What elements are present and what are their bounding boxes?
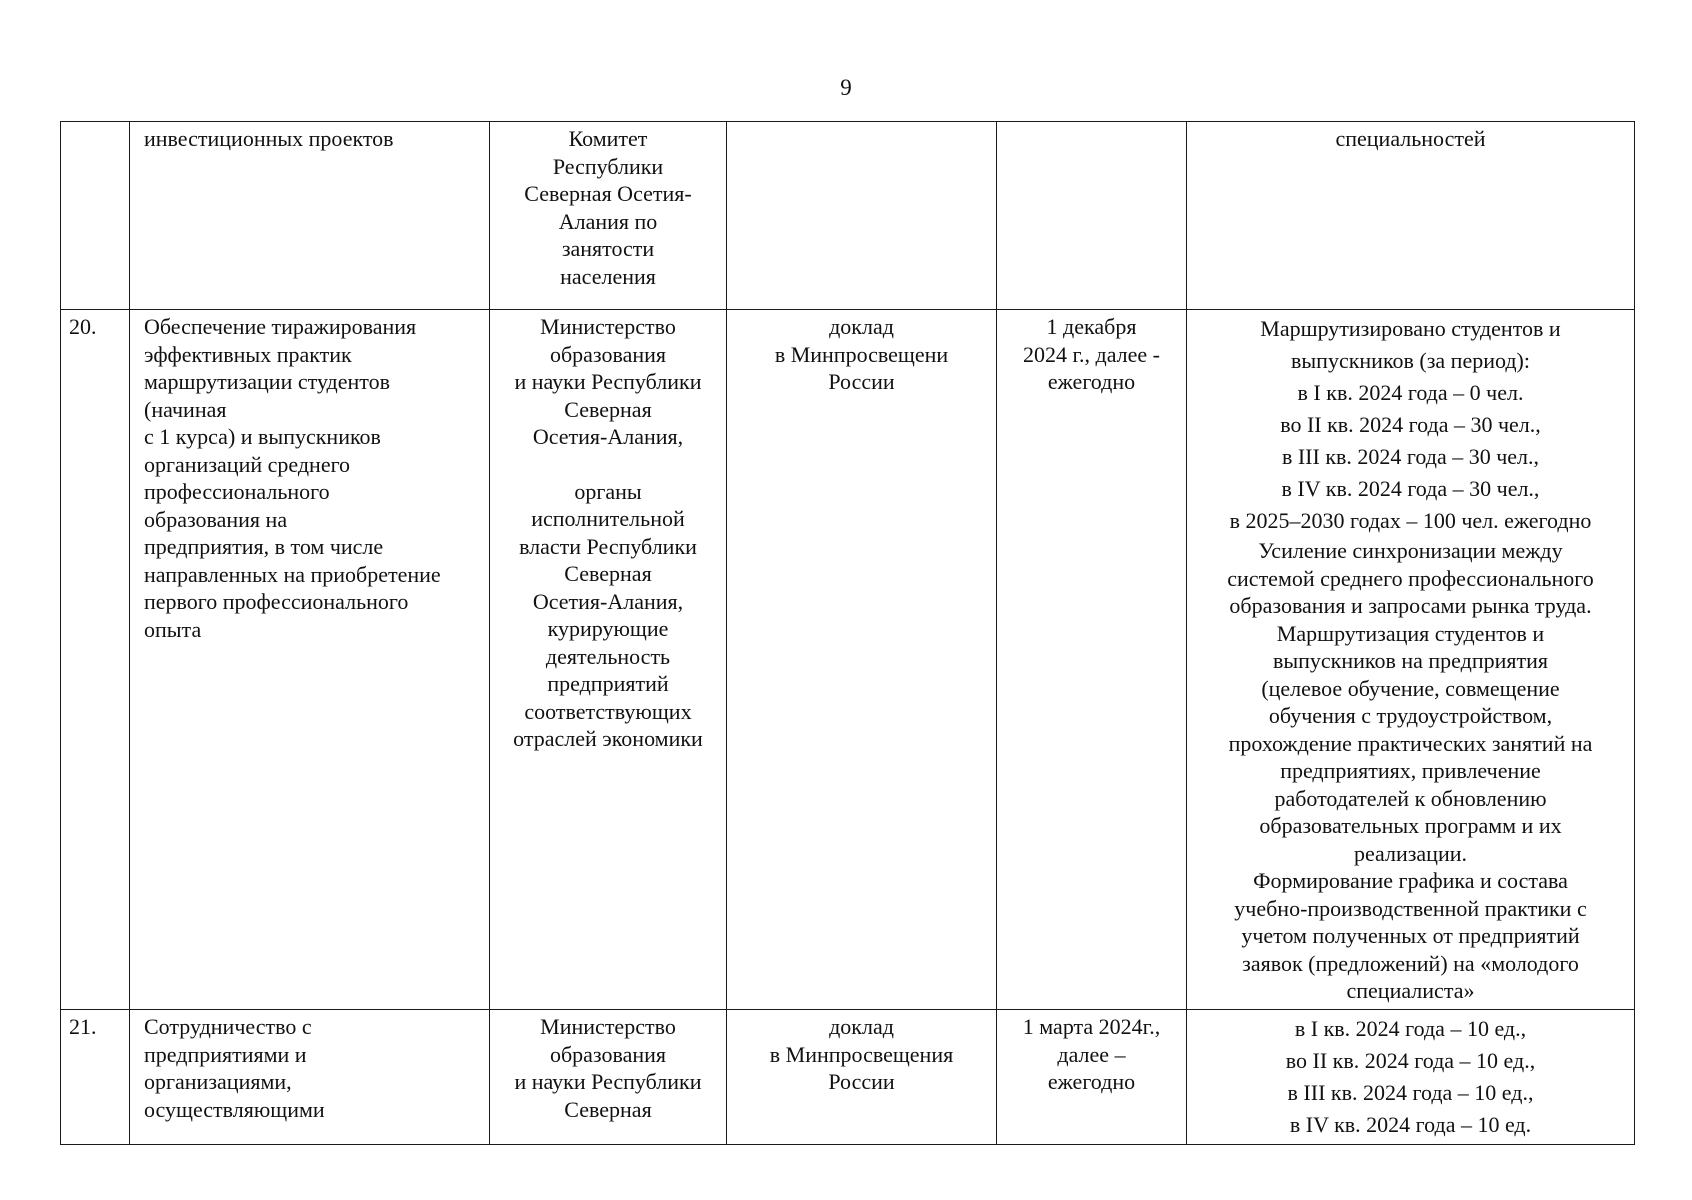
indicator-line: в IV кв. 2024 года – 10 ед.	[1289, 1112, 1532, 1137]
deadline-cell	[997, 122, 1187, 310]
executor-line: Северная	[564, 396, 652, 422]
measure-name-line: эффективных практик	[144, 341, 352, 367]
deadline-line: 1 декабря	[1046, 314, 1137, 339]
indicator-line: образовательных программ и их	[1259, 813, 1562, 838]
executor-line: и науки Республики	[514, 1069, 702, 1094]
executor-line: Северная	[564, 561, 652, 586]
report-form-cell	[727, 1010, 997, 1145]
indicator-line: в I кв. 2024 года – 0 чел.	[1297, 380, 1524, 405]
measure-name-line: опыта	[144, 616, 202, 642]
executor-cell	[490, 1010, 727, 1145]
measure-name-cell	[130, 310, 490, 1010]
executor-cell	[490, 310, 727, 1010]
indicator-line: реализации.	[1353, 840, 1468, 866]
row-number-cell: 20.	[61, 310, 130, 1010]
executor-line: Министерство	[540, 1014, 676, 1039]
deadline-line: 1 марта 2024г.,	[1022, 1014, 1161, 1039]
executor-line: соответствующих	[524, 698, 692, 724]
indicators-cell	[1187, 122, 1635, 310]
indicator-line: во II кв. 2024 года – 30 чел.,	[1280, 412, 1541, 437]
indicator-line: специалиста»	[1346, 978, 1475, 1003]
measure-name-line: первого профессионального	[144, 589, 409, 614]
measure-name-line: направленных на приобретение	[144, 561, 441, 587]
report-form-line: доклад	[829, 314, 894, 339]
indicator-line: выпускников на предприятия	[1272, 648, 1549, 673]
report-form-line: в Минпросвещения	[769, 1041, 954, 1067]
indicator-line: во II кв. 2024 года – 10 ед.,	[1285, 1048, 1536, 1073]
executor-line: Республики	[552, 153, 664, 179]
measure-name-line: образования на	[144, 506, 288, 532]
measure-name-line: организациями,	[144, 1069, 292, 1094]
indicator-line: предприятиях, привлечение	[1280, 758, 1541, 783]
executor-line: отраслей экономики	[513, 726, 703, 751]
measure-name-line: инвестиционных проектов	[144, 126, 394, 151]
page-number: 9	[840, 75, 852, 100]
indicator-line: выпускников (за период):	[1291, 348, 1530, 373]
measure-name-cell	[130, 1010, 490, 1145]
measure-name-line: предприятиями и	[144, 1041, 307, 1067]
indicator-line: специальностей	[1335, 126, 1486, 151]
indicator-line: Формирование графика и состава	[1253, 868, 1568, 893]
indicator-line: в IV кв. 2024 года – 30 чел.,	[1281, 476, 1540, 501]
indicator-line: в III кв. 2024 года – 30 чел.,	[1281, 444, 1540, 469]
indicator-line: работодателей к обновлению	[1274, 785, 1547, 811]
measures-table	[60, 121, 1635, 1145]
row-number-cell	[61, 122, 130, 310]
measure-name-line: Обеспечение тиражирования	[144, 314, 417, 339]
indicator-line: системой среднего профессионального	[1227, 565, 1594, 591]
indicator-line: Усиление синхронизации между	[1258, 538, 1563, 563]
deadline-line: далее –	[1057, 1041, 1126, 1067]
report-form-line: в Минпросвещени	[774, 341, 949, 367]
paragraph-gap	[498, 451, 718, 478]
executor-line: и науки Республики	[514, 369, 702, 394]
executor-line: исполнительной	[531, 506, 685, 531]
deadline-line: ежегодно	[1047, 1069, 1136, 1094]
report-form-cell	[727, 310, 997, 1010]
table-row	[61, 1010, 1635, 1145]
table-row	[61, 310, 1635, 1010]
report-form-line: России	[828, 1069, 895, 1094]
executor-line: занятости	[561, 236, 655, 261]
deadline-line: ежегодно	[1047, 369, 1136, 394]
indicator-line: заявок (предложений) на «молодого	[1242, 950, 1579, 976]
executor-line: Министерство	[540, 314, 676, 339]
measure-name-line: осуществляющими	[144, 1096, 325, 1122]
executor-line: курирующие	[547, 616, 669, 641]
measure-name-line: (начиная	[144, 396, 227, 422]
measure-name-line: с 1 курса) и выпускников	[144, 424, 381, 449]
executor-line: образования	[549, 1041, 667, 1067]
executor-line: образования	[549, 341, 667, 367]
measure-name-line: маршрутизации студентов	[144, 369, 390, 394]
indicator-line: в I кв. 2024 года – 10 ед.,	[1294, 1016, 1527, 1041]
indicator-line: прохождение практических занятий на	[1228, 730, 1593, 756]
executor-line: Северная	[564, 1096, 652, 1122]
measure-name-line: предприятия, в том числе	[144, 534, 384, 559]
deadline-cell	[997, 310, 1187, 1010]
deadline-line: 2024 г., далее -	[1022, 341, 1161, 367]
indicator-line: в 2025–2030 годах – 100 чел. ежегодно	[1229, 508, 1592, 533]
measure-name-line: профессионального	[144, 479, 330, 504]
indicator-line: (целевое обучение, совмещение	[1261, 675, 1560, 701]
executor-line: Осетия-Алания,	[532, 424, 684, 449]
executor-line: Осетия-Алания,	[532, 588, 684, 614]
executor-line: Алания по	[558, 208, 658, 234]
indicator-line: учетом полученных от предприятий	[1241, 923, 1580, 948]
indicator-line: учебно-производственной практики с	[1234, 895, 1587, 921]
executor-line: органы	[574, 478, 642, 504]
measure-name-line: организаций среднего	[144, 451, 351, 477]
executor-cell	[490, 122, 727, 310]
measure-name-cell	[130, 122, 490, 310]
executor-line: власти Республики	[519, 533, 697, 559]
executor-line: Комитет	[568, 126, 648, 151]
report-form-cell	[727, 122, 997, 310]
indicator-line: образования и запросами рынка труда.	[1229, 593, 1592, 618]
indicators-cell	[1187, 310, 1635, 1010]
indicators-cell	[1187, 1010, 1635, 1145]
executor-line: Северная Осетия-	[524, 181, 692, 206]
table-row	[61, 122, 1635, 310]
executor-line: населения	[560, 263, 656, 289]
row-number-cell: 21.	[61, 1010, 130, 1145]
indicator-line: в III кв. 2024 года – 10 ед.,	[1287, 1080, 1534, 1105]
measure-name-line: Сотрудничество с	[144, 1014, 312, 1039]
indicator-line: Маршрутизировано студентов и	[1260, 316, 1561, 341]
report-form-line: России	[828, 369, 895, 394]
indicator-line: Маршрутизация студентов и	[1276, 620, 1545, 646]
indicator-line: обучения с трудоустройством,	[1268, 703, 1553, 728]
deadline-cell	[997, 1010, 1187, 1145]
executor-line: предприятий	[547, 671, 669, 696]
executor-line: деятельность	[545, 643, 671, 669]
report-form-line: доклад	[829, 1014, 894, 1039]
